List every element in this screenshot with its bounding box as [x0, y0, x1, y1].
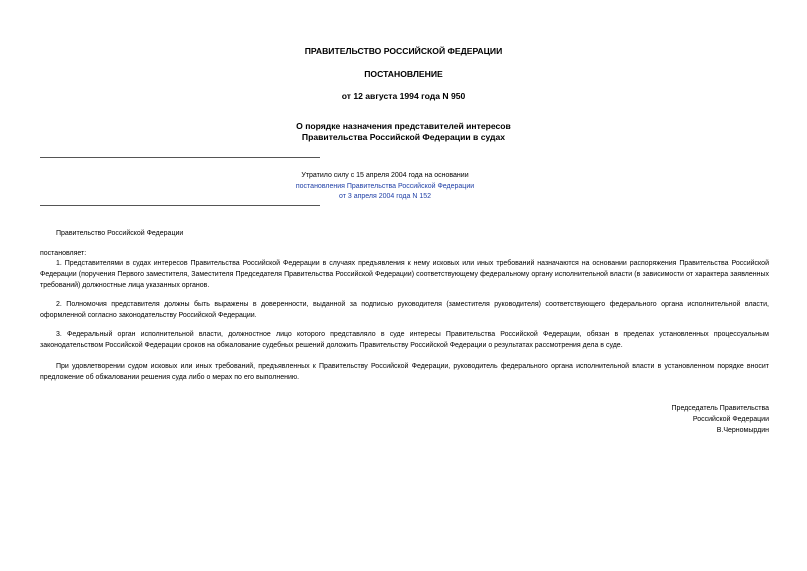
paragraph-3: 3. Федеральный орган исполнительной власти, должностное лицо которого представляло в суде интересы Правительства Российской Федерации, обязан в пределах установленных процессуальным законодательством Российской Федерации сроков на обжалование судебных решений доложить Правительству Российской Федерации о результатах рассмотрения дела в суде.	[40, 331, 769, 349]
paragraph-4: При удовлетворении судом исковых или иных требований, предъявленных к Правительству Российской Федерации, руководитель федерального органа исполнительной власти в установленном порядке вносит предложение об обжаловании решения суда либо о мерах по его выполнению.	[40, 363, 769, 381]
document-title-line: О порядке назначения представителей интересов	[296, 121, 511, 131]
document-title-line: Правительства Российской Федерации в судах	[301, 132, 506, 142]
paragraph-1: 1. Представителями в судах интересов Правительства Российской Федерации в случаях предъявления к нему исковых или иных требований назначаются на основании распоряжения Правительства Российской Федерации (поручения Первого заместителя, Заместителя Председателя Правительства Российской Федерации) соответствующему федеральному органу исполнительной власти (в зависимости от характера заявленных требований) должностные лица указанных органов.	[40, 260, 769, 289]
preamble-verb: постановляет:	[40, 250, 87, 257]
signature-organization: Российской Федерации	[692, 415, 769, 423]
document-type-heading: ПОСТАНОВЛЕНИЕ	[364, 69, 443, 79]
divider-bottom	[40, 205, 320, 206]
preamble-subject: Правительство Российской Федерации	[56, 230, 184, 237]
status-note	[40, 171, 730, 203]
status-note-text: Утратило силу с 15 апреля 2004 года на основании	[301, 172, 469, 179]
repeal-decree-link-date[interactable]: от 3 апреля 2004 года N 152	[338, 193, 432, 200]
signature-block	[469, 404, 769, 436]
divider-top	[40, 157, 320, 158]
government-heading: ПРАВИТЕЛЬСТВО РОССИЙСКОЙ ФЕДЕРАЦИИ	[304, 46, 503, 56]
signature-name: В.Черномырдин	[716, 426, 769, 434]
repeal-decree-link[interactable]: постановления Правительства Российской Федерации	[295, 182, 475, 190]
date-number-heading: от 12 августа 1994 года N 950	[341, 91, 466, 101]
document-title	[0, 121, 807, 143]
signature-position: Председатель Правительства	[671, 405, 769, 412]
paragraph-2: 2. Полномочия представителя должны быть выражены в доверенности, выданной за подписью руководителя (заместителя руководителя) соответствующего федерального органа исполнительной власти, оформленной согласно законодательству Российской Федерации.	[40, 301, 769, 319]
